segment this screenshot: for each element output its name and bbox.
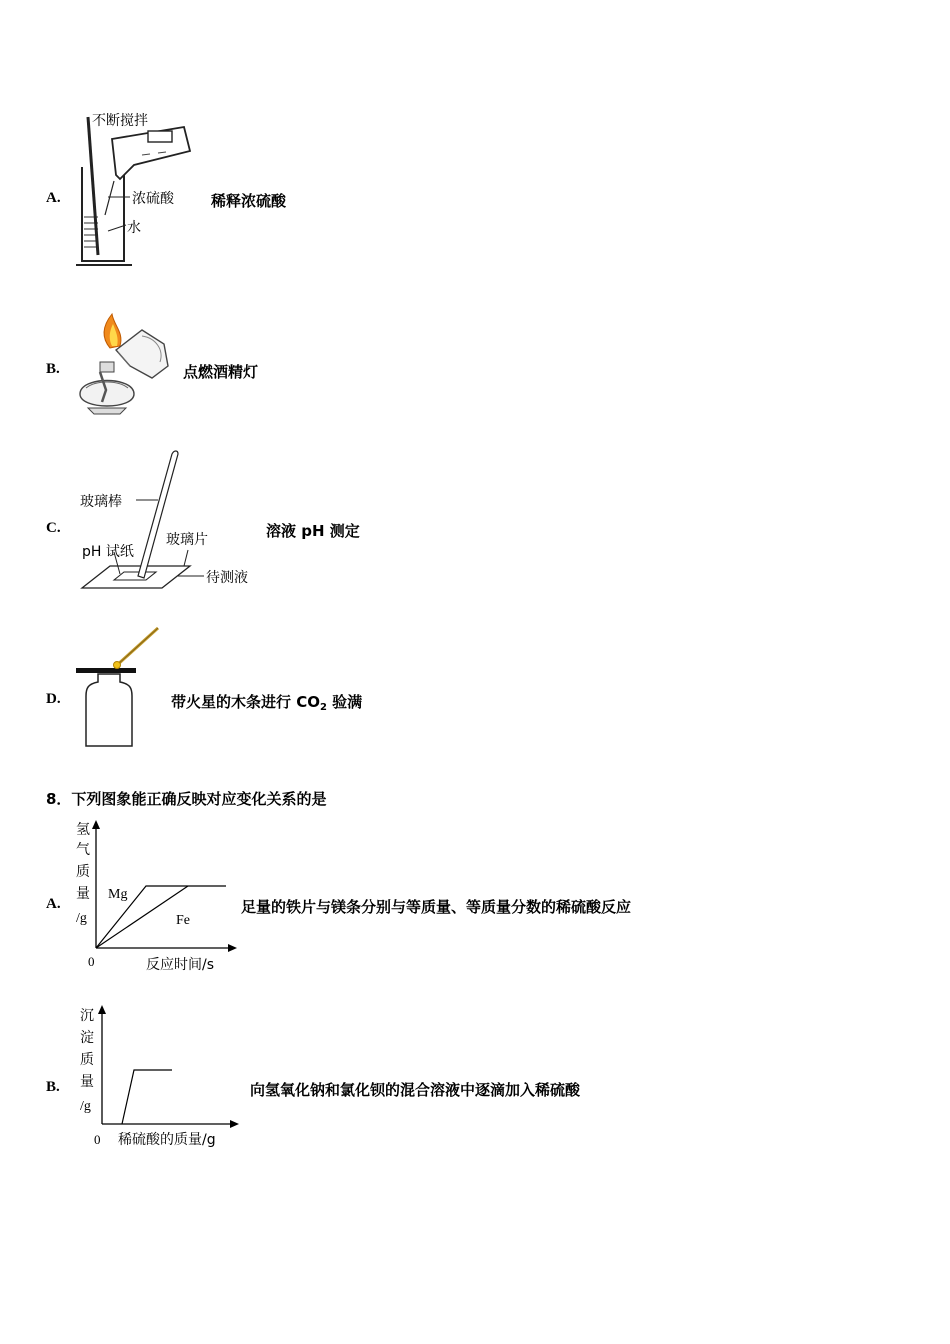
y-label-char-2: 淀 xyxy=(80,1030,94,1046)
spark-icon xyxy=(114,662,121,669)
label-glass-rod: 玻璃棒 xyxy=(80,494,122,510)
y-label-char-4: 量 xyxy=(80,1074,94,1090)
dilute-acid-figure xyxy=(72,105,202,270)
option-letter-c: C. xyxy=(46,520,61,536)
x-axis-arrow xyxy=(228,944,237,952)
y-label-unit: /g xyxy=(76,911,87,926)
series-label-fe: Fe xyxy=(176,913,190,928)
y-label-char-1: 氢 xyxy=(76,822,90,838)
hydrogen-graph xyxy=(70,814,242,976)
origin-label: 0 xyxy=(88,954,95,969)
y-label-unit: /g xyxy=(80,1099,91,1114)
y-label-char-1: 沉 xyxy=(80,1008,94,1024)
x-axis-label: 稀硫酸的质量/g xyxy=(118,1132,216,1148)
y-label-char-2: 气 xyxy=(76,842,90,858)
x-axis-arrow xyxy=(230,1120,239,1128)
y-label-char-3: 质 xyxy=(80,1052,94,1068)
precipitate-graph xyxy=(72,1000,244,1152)
option-a-text: 稀释浓硫酸 xyxy=(211,192,287,210)
label-ph-paper: pH 试纸 xyxy=(82,544,134,560)
option-b-text: 点燃酒精灯 xyxy=(183,363,259,381)
y-axis-arrow xyxy=(98,1005,106,1014)
q8-option-a-text: 足量的铁片与镁条分别与等质量、等质量分数的稀硫酸反应 xyxy=(241,898,632,916)
option-letter-a: A. xyxy=(46,190,61,206)
option-letter-b: B. xyxy=(46,361,60,377)
q8-option-b-text: 向氢氧化钠和氯化钡的混合溶液中逐滴加入稀硫酸 xyxy=(250,1081,581,1099)
stirring-rod xyxy=(88,117,98,255)
question-8-title: 8．下列图象能正确反映对应变化关系的是 xyxy=(46,790,327,808)
gas-bottle xyxy=(86,674,132,746)
y-label-char-3: 质 xyxy=(76,864,90,880)
alcohol-lamp-figure xyxy=(72,310,172,418)
origin-label: 0 xyxy=(94,1132,101,1147)
q8-option-letter-a: A. xyxy=(46,896,61,912)
label-water: 水 xyxy=(127,220,141,236)
y-label-char-4: 量 xyxy=(76,886,90,902)
label-test-liquid: 待测液 xyxy=(206,570,248,586)
co2-test-figure xyxy=(74,622,166,750)
option-c-text: 溶液 pH 测定 xyxy=(266,522,360,540)
series-label-mg: Mg xyxy=(108,887,128,902)
precipitate-line xyxy=(122,1070,172,1124)
q8-option-letter-b: B. xyxy=(46,1079,60,1095)
glass-cover xyxy=(76,668,136,673)
label-glass-plate: 玻璃片 xyxy=(166,532,208,548)
y-axis-arrow xyxy=(92,820,100,829)
x-axis-label: 反应时间/s xyxy=(146,957,215,973)
lamp-body xyxy=(80,381,134,407)
glass-rod xyxy=(138,451,178,578)
label-acid: 浓硫酸 xyxy=(132,191,174,207)
ph-test-figure xyxy=(74,448,274,596)
option-d-text: 带火星的木条进行 $CO_2$ 验满 xyxy=(171,693,363,713)
label-stir: 不断搅拌 xyxy=(92,113,148,129)
option-letter-d: D. xyxy=(46,691,61,707)
